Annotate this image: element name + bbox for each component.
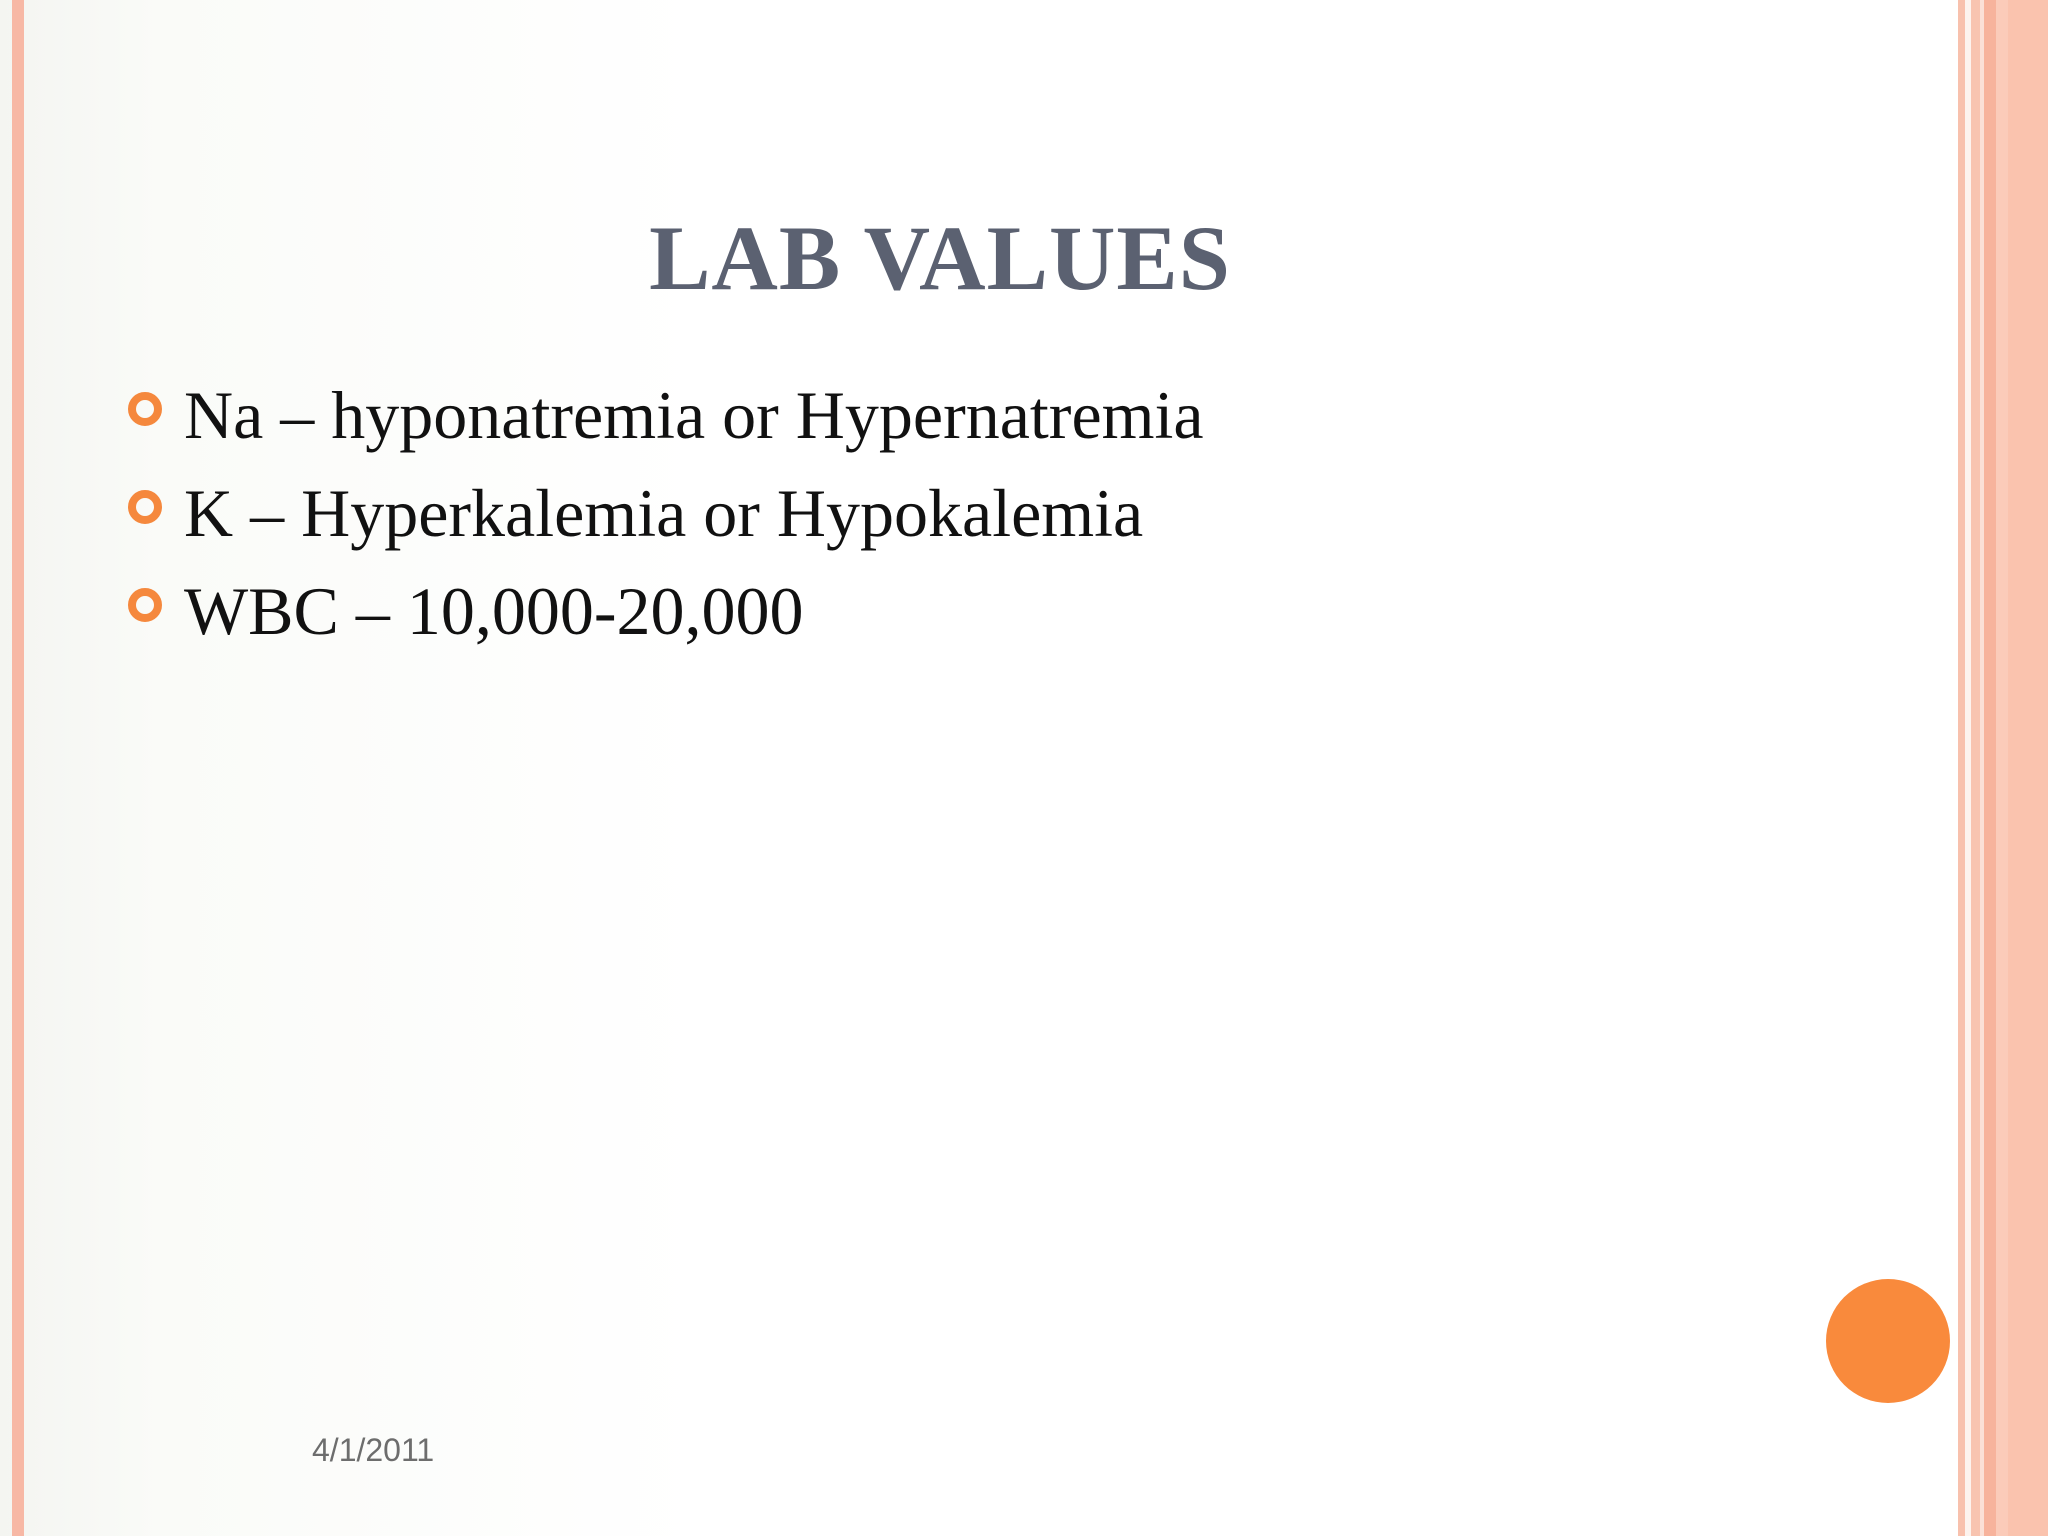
slide-date: 4/1/2011: [312, 1432, 435, 1468]
bullet-text: WBC – 10,000-20,000: [184, 573, 804, 649]
right-border-stripe-2: [1971, 0, 1980, 1536]
ring-bullet-icon: [128, 490, 162, 524]
slide-title: LAB VALUES: [649, 207, 1231, 309]
ring-bullet-icon: [128, 392, 162, 426]
right-border-stripe-3: [1984, 0, 1996, 1536]
bullet-text: K – Hyperkalemia or Hypokalemia: [184, 475, 1144, 551]
bullet-text: Na – hyponatremia or Hypernatremia: [184, 377, 1204, 453]
right-border-stripe-4: [1996, 0, 2008, 1536]
right-border-stripe-5: [2008, 0, 2048, 1536]
orange-circle-icon: [1826, 1279, 1950, 1403]
ring-bullet-icon: [128, 588, 162, 622]
right-border-stripe-1: [1958, 0, 1965, 1536]
